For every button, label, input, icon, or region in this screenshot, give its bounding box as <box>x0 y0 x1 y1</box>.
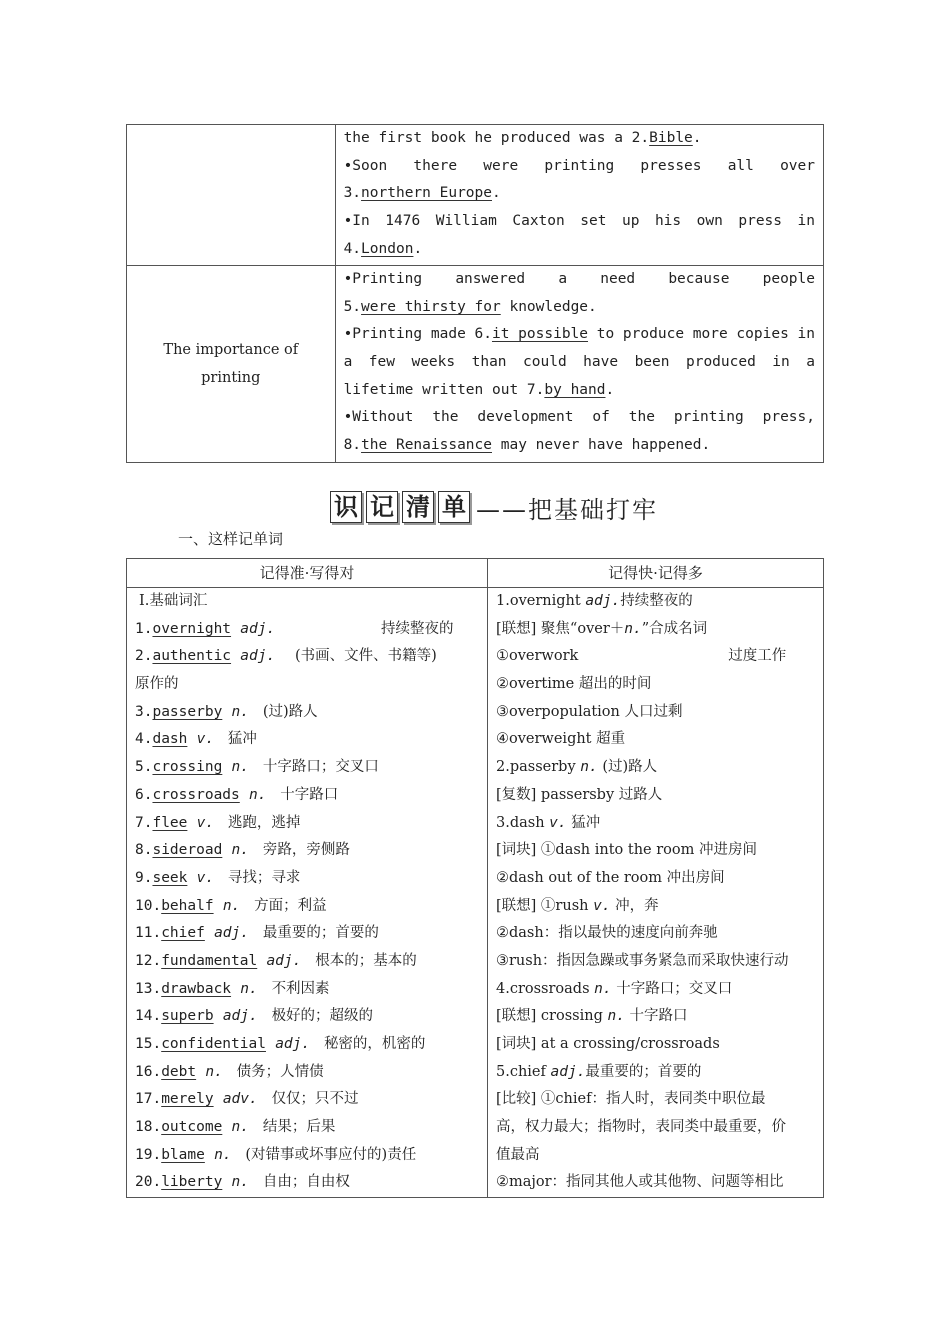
spacer <box>222 1119 231 1135</box>
note-text: 值最高 <box>496 1146 540 1163</box>
vocab-item <box>135 1059 479 1087</box>
note-text: ①overwork <box>496 648 579 665</box>
memory-note <box>496 948 815 976</box>
vocab-pos: n. <box>249 786 267 803</box>
answer-blank: London <box>361 240 414 257</box>
vocab-number: 18. <box>135 1119 162 1136</box>
vocab-item <box>135 754 479 782</box>
heading-box-3: 清 <box>402 491 434 523</box>
memory-note <box>496 1142 815 1170</box>
vocab-meaning: 债务；人情债 <box>236 1063 324 1080</box>
memory-note <box>496 1086 815 1114</box>
content-line: •Without the development of the printing press, <box>343 409 815 426</box>
content-line: a few weeks than could have been produced in a <box>343 354 815 371</box>
vocab-word: passerby <box>152 703 223 720</box>
note-text: 持续整夜的 <box>620 593 693 609</box>
vocab-number: 12. <box>135 952 162 969</box>
vocab-pos: adv. <box>222 1091 258 1108</box>
note-pos: v. <box>593 897 611 914</box>
vocab-number: 15. <box>135 1036 162 1052</box>
vocab-word: superb <box>161 1008 214 1025</box>
content-line <box>344 377 815 405</box>
spacer <box>214 898 223 914</box>
vocab-word: fundamental <box>161 952 258 969</box>
line-prefix: the first book he produced was a 2. <box>343 130 650 146</box>
spacer <box>222 842 231 858</box>
spacer <box>249 1119 263 1135</box>
vocab-pos: n. <box>231 759 249 776</box>
answer-blank: were thirsty for <box>361 298 501 315</box>
line-suffix: knowledge. <box>500 298 597 315</box>
row1-lines <box>344 125 815 263</box>
spacer <box>275 648 289 664</box>
vocab-pos: v. <box>196 731 215 748</box>
vocab-meaning: 寻找；寻求 <box>227 869 301 886</box>
memory-note <box>496 726 815 754</box>
vocab-meaning: (过)路人 <box>262 703 318 720</box>
note-text: 2.passerby <box>496 759 581 776</box>
spacer <box>187 870 196 886</box>
vocab-number: 19. <box>135 1146 162 1163</box>
spacer <box>258 1091 272 1107</box>
vocab-word: chief <box>161 925 205 942</box>
memory-note <box>496 893 815 921</box>
spacer <box>240 898 254 914</box>
vocab-word: overnight <box>152 620 232 637</box>
note-text: ③overpopulation 人口过剩 <box>496 703 683 720</box>
note-text: 5.chief <box>496 1063 551 1080</box>
spacer <box>266 1036 275 1052</box>
vocab-pos: adj. <box>266 952 302 969</box>
vocab-item <box>135 671 479 699</box>
vocab-word: drawback <box>161 980 232 997</box>
vocab-word: behalf <box>161 897 214 914</box>
vocab-item <box>135 1142 479 1170</box>
spacer <box>249 1174 263 1190</box>
vocab-number: 8. <box>135 842 153 859</box>
vocab-meaning: 不利因素 <box>271 980 330 997</box>
memory-note <box>496 1114 815 1142</box>
content-line: •In 1476 William Caxton set up his own press in <box>343 213 815 230</box>
vocab-word: sideroad <box>152 842 223 859</box>
line-suffix: . <box>492 185 501 202</box>
row2-label-cell <box>127 266 336 463</box>
vocab-word: debt <box>161 1063 197 1080</box>
vocab-word: seek <box>152 869 188 886</box>
vocab-item <box>135 920 479 948</box>
right-lines <box>496 588 815 1197</box>
vocab-number: 7. <box>135 814 153 831</box>
spacer <box>187 731 196 747</box>
content-line <box>344 432 815 460</box>
vocab-pos: adj. <box>222 1008 258 1025</box>
vocab-table <box>126 558 824 1198</box>
answer-blank: by hand <box>544 381 606 398</box>
spacer <box>187 815 196 831</box>
note-pos: n. <box>580 759 598 776</box>
spacer <box>205 1147 214 1163</box>
content-line: •Printing answered a need because people <box>343 271 815 287</box>
heading-rest: ——把基础打牢 <box>476 495 658 524</box>
content-line <box>344 321 815 349</box>
memory-note <box>496 976 815 1004</box>
table-header-row <box>127 559 824 588</box>
vocab-number: 5. <box>135 759 153 776</box>
left-title: Ⅰ.基础词汇 <box>139 593 208 609</box>
vocab-pos: n. <box>205 1063 223 1080</box>
spacer <box>275 621 289 637</box>
note-text: 最重要的；首要的 <box>585 1063 702 1080</box>
memory-note <box>496 1003 815 1031</box>
vocab-meaning: 十字路口；交叉口 <box>262 759 379 776</box>
memory-note <box>496 810 815 838</box>
vocab-number: 13. <box>135 980 162 997</box>
vocab-item <box>135 726 479 754</box>
vocab-number: 1. <box>135 620 153 637</box>
note-text: 高，权力最大；指物时，表同类中最重要，价 <box>496 1119 786 1136</box>
vocab-item <box>135 616 479 644</box>
memory-note <box>496 865 815 893</box>
content-line <box>344 236 815 264</box>
vocab-pos: n. <box>231 842 249 859</box>
note-text: (过)路人 <box>597 759 658 776</box>
vocab-word: merely <box>161 1091 214 1108</box>
vocab-meaning: 猛冲 <box>227 731 257 748</box>
vocab-number: 4. <box>135 731 153 748</box>
note-text: [联想] 聚焦“over＋ <box>496 620 625 637</box>
memory-note <box>496 1031 815 1059</box>
note-text: [联想] ①rush <box>496 897 594 914</box>
vocab-pos: n. <box>231 1119 249 1136</box>
line-prefix: •Printing made 6. <box>343 326 492 343</box>
note-text: 过度工作 <box>728 648 787 665</box>
note-text: 十字路口 <box>624 1008 688 1025</box>
vocab-meaning: 十字路口 <box>280 786 339 803</box>
vocab-item <box>135 699 479 727</box>
vocab-number: 20. <box>135 1174 162 1191</box>
spacer <box>258 981 272 997</box>
heading-box-2: 记 <box>366 491 398 523</box>
note-pos: n. <box>624 620 642 637</box>
spacer <box>232 1147 246 1163</box>
printing-table <box>126 124 824 463</box>
spacer <box>222 704 231 720</box>
vocab-word: authentic <box>152 648 232 665</box>
spacer <box>231 621 240 637</box>
line-suffix: . <box>692 130 702 146</box>
note-text: ②dash：指以最快的速度向前奔驰 <box>496 925 718 942</box>
vocab-pos: n. <box>214 1146 232 1163</box>
note-pos: n. <box>594 980 612 997</box>
vocab-item <box>135 865 479 893</box>
importance-label-text: The importance of printing <box>163 342 299 386</box>
vocab-word: confidential <box>161 1036 266 1052</box>
note-text: [联想] crossing <box>496 1008 608 1025</box>
answer-blank: Bible <box>649 130 693 146</box>
vocab-item <box>135 643 479 671</box>
answer-blank: it possible <box>491 326 589 343</box>
header-right: 记得快·记得多 <box>488 559 824 588</box>
vocab-item <box>135 1169 479 1197</box>
vocab-number: 10. <box>135 897 162 914</box>
left-lines <box>135 616 479 1197</box>
content-line <box>344 125 815 153</box>
vocab-pos: n. <box>240 980 258 997</box>
vocab-item <box>135 1003 479 1031</box>
spacer <box>205 925 214 941</box>
spacer <box>240 787 249 803</box>
vocab-item <box>135 1031 479 1059</box>
vocab-word: blame <box>161 1146 205 1163</box>
note-text: [词块] ①dash into the room 冲进房间 <box>496 842 757 859</box>
vocab-item <box>135 837 479 865</box>
note-text: [复数] passersby 过路人 <box>496 786 663 803</box>
vocab-pos: n. <box>231 1174 249 1191</box>
note-text: 十字路口；交叉口 <box>611 980 733 997</box>
vocab-number: 3. <box>135 703 153 720</box>
note-text: ③rush：指因急躁或事务紧急而采取快速行动 <box>496 952 789 969</box>
line-suffix: . <box>413 240 423 257</box>
vocab-right-cell <box>488 588 824 1198</box>
vocab-item <box>135 1114 479 1142</box>
line-prefix: 3. <box>343 185 362 202</box>
vocab-meaning: 最重要的；首要的 <box>262 925 379 942</box>
vocab-pos: adj. <box>214 925 249 942</box>
note-text: 冲，奔 <box>610 897 659 914</box>
note-text: 猛冲 <box>566 814 601 831</box>
vocab-item <box>135 810 479 838</box>
vocab-number: 6. <box>135 786 153 803</box>
spacer <box>266 787 280 803</box>
vocab-pos: v. <box>196 814 215 831</box>
line-suffix: may never have happened. <box>492 437 711 454</box>
table-row <box>127 125 824 266</box>
spacer <box>196 1064 205 1080</box>
content-line: •Soon there were printing presses all over <box>343 157 815 174</box>
table-row <box>127 266 824 463</box>
line-prefix: 4. <box>343 240 362 257</box>
vocab-left-cell <box>127 588 488 1198</box>
vocab-number: 14. <box>135 1008 162 1025</box>
vocab-number: 9. <box>135 869 153 886</box>
spacer <box>214 731 228 747</box>
memory-note <box>496 588 815 616</box>
line-suffix: to produce more copies in <box>588 326 815 343</box>
spacer <box>231 981 240 997</box>
answer-blank: northern Europe <box>361 185 492 202</box>
memory-note <box>496 754 815 782</box>
spacer <box>249 925 263 941</box>
line-prefix: lifetime written out 7. <box>343 381 545 398</box>
memory-note <box>496 1169 815 1197</box>
line-prefix: 5. <box>343 298 362 315</box>
vocab-meaning: 极好的；超级的 <box>271 1008 374 1025</box>
row2-content-cell <box>335 266 823 463</box>
note-pos: adj. <box>585 593 621 609</box>
line-suffix: . <box>605 381 615 398</box>
vocab-meaning: 结果；后果 <box>262 1119 336 1136</box>
vocab-meaning: 旁路，旁侧路 <box>262 842 350 859</box>
memory-note <box>496 837 815 865</box>
vocab-pos: adj. <box>275 1036 311 1052</box>
vocab-meaning: 逃跑，逃掉 <box>227 814 301 831</box>
answer-blank: the Renaissance <box>361 437 492 454</box>
spacer <box>258 1008 272 1024</box>
vocab-item <box>135 976 479 1004</box>
note-text: [词块] at a crossing/crossroads <box>496 1036 720 1052</box>
heading-box-4: 单 <box>438 491 470 523</box>
spacer <box>231 648 240 664</box>
vocab-word: outcome <box>161 1119 223 1136</box>
vocab-word: liberty <box>161 1174 223 1191</box>
content-line <box>344 180 815 208</box>
vocab-meaning: (书画、文件、书籍等) <box>295 648 437 665</box>
note-pos: v. <box>549 814 567 831</box>
line-prefix: 8. <box>343 437 362 454</box>
spacer <box>222 1174 231 1190</box>
spacer <box>310 1036 324 1052</box>
memory-note <box>496 920 815 948</box>
memory-note <box>496 616 815 644</box>
vocab-meaning: (对错事或坏事应付的)责任 <box>245 1146 417 1163</box>
spacer <box>223 1064 237 1080</box>
vocab-item <box>135 948 479 976</box>
memory-note <box>496 782 815 810</box>
vocab-meaning: 根本的；基本的 <box>315 952 417 969</box>
content-line <box>344 294 815 322</box>
vocab-meaning: 秘密的，机密的 <box>323 1036 426 1052</box>
vocab-pos: n. <box>222 897 241 914</box>
memory-note <box>496 643 815 671</box>
vocab-meaning: 方面；利益 <box>254 897 327 914</box>
vocab-pos: adj. <box>240 648 276 665</box>
note-text: ②dash out of the room 冲出房间 <box>496 869 725 886</box>
vocab-item <box>135 1086 479 1114</box>
spacer <box>249 759 263 775</box>
table-row <box>127 588 824 1198</box>
spacer <box>214 870 228 886</box>
header-left: 记得准·写得对 <box>127 559 488 588</box>
vocab-number: 17. <box>135 1091 162 1108</box>
row1-content-cell <box>335 125 823 266</box>
memory-note <box>496 671 815 699</box>
vocab-number: 2. <box>135 648 153 665</box>
vocab-pos: v. <box>196 869 215 886</box>
spacer <box>249 842 263 858</box>
note-text: 4.crossroads <box>496 980 595 997</box>
heading-box-1: 识 <box>330 491 362 523</box>
vocab-meaning: 仅仅；只不过 <box>271 1091 359 1108</box>
row2-lines <box>344 266 815 460</box>
vocab-number: 11. <box>135 925 162 942</box>
vocab-word: dash <box>152 731 188 748</box>
note-text: ②overtime 超出的时间 <box>496 676 652 693</box>
memory-note <box>496 1059 815 1087</box>
spacer <box>222 759 231 775</box>
note-text: ”合成名词 <box>641 620 708 637</box>
note-text: ④overweight 超重 <box>496 731 626 748</box>
vocab-word: crossroads <box>152 786 240 803</box>
spacer <box>249 704 263 720</box>
vocab-pos: adj. <box>240 620 276 637</box>
note-text: 1.overnight <box>496 593 586 609</box>
note-text: [比较] ①chief：指人时，表同类中职位最 <box>496 1091 766 1108</box>
spacer <box>214 1008 223 1024</box>
vocab-pos: n. <box>231 703 249 720</box>
note-text: ②major：指同其他人或其他物、问题等相比 <box>496 1174 784 1191</box>
vocab-item <box>135 893 479 921</box>
memory-note <box>496 699 815 727</box>
importance-label <box>127 266 335 462</box>
vocab-meaning: 原作的 <box>135 676 179 693</box>
vocab-meaning: 持续整夜的 <box>381 620 454 637</box>
vocab-meaning: 自由；自由权 <box>262 1174 350 1191</box>
spacer <box>214 815 228 831</box>
spacer <box>214 1091 223 1107</box>
section-title: 一、这样记单词 <box>178 530 284 548</box>
section-heading <box>330 489 658 525</box>
vocab-number: 16. <box>135 1063 162 1080</box>
note-pos: adj. <box>550 1063 586 1080</box>
spacer <box>301 953 315 969</box>
vocab-word: crossing <box>152 759 223 776</box>
vocab-item <box>135 782 479 810</box>
note-text: 3.dash <box>496 814 550 831</box>
row1-label-cell <box>127 125 336 266</box>
note-pos: n. <box>607 1008 625 1025</box>
vocab-word: flee <box>152 814 188 831</box>
